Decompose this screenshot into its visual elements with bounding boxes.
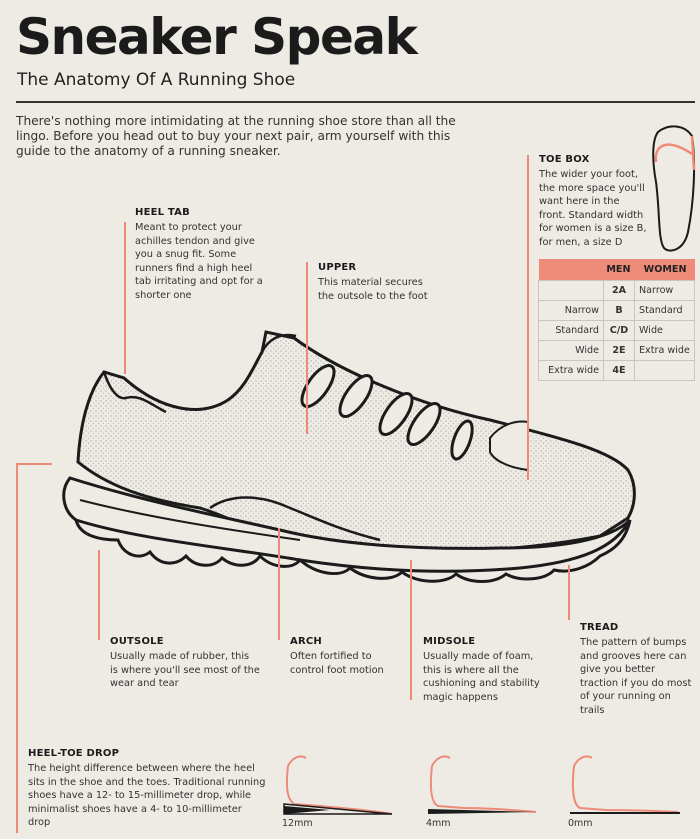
- tread-pointer: [568, 565, 570, 620]
- table-row: [539, 361, 695, 381]
- heel-tab-pointer: [124, 222, 126, 374]
- men-size-cell: Standard: [539, 321, 604, 341]
- toe-box-top-view: [648, 122, 698, 257]
- outsole-label: OUTSOLE: [110, 636, 164, 647]
- table-row: [539, 341, 695, 361]
- drop-diagram-0mm: [566, 748, 686, 818]
- drop-pointer-horizontal: [16, 463, 52, 465]
- drop-diagram-4mm: [424, 748, 544, 818]
- size-code-cell: 2E: [604, 341, 635, 361]
- size-code-cell: 2A: [604, 281, 635, 301]
- drop-value-0mm: 0mm: [568, 818, 593, 829]
- arch-text: Often fortified to control foot motion: [290, 651, 384, 676]
- drop-value-4mm: 4mm: [426, 818, 451, 829]
- men-size-cell: Extra wide: [539, 361, 604, 381]
- page-subtitle: The Anatomy Of A Running Shoe: [17, 70, 296, 90]
- arch-label: ARCH: [290, 636, 322, 647]
- table-row: [539, 301, 695, 321]
- toe-box-pointer: [527, 155, 529, 480]
- women-column-header: WOMEN: [635, 259, 695, 281]
- upper-label: UPPER: [318, 262, 357, 273]
- women-size-cell: Wide: [635, 321, 695, 341]
- heel-tab-text: Meant to protect your achilles tendon and give you a snug fit. Some runners find a high heel tab irritating and opt for a shorter one: [135, 222, 263, 301]
- outsole-text: Usually made of rubber, this is where you'll see most of the wear and tear: [110, 651, 260, 690]
- heel-tab-label: HEEL TAB: [135, 207, 190, 218]
- upper-pointer: [306, 262, 308, 434]
- tread-text: The pattern of bumps and grooves here can give you better traction if you do most of your running on trails: [580, 637, 692, 716]
- drop-value-12mm: 12mm: [282, 818, 313, 829]
- midsole-text: Usually made of foam, this is where all the cushioning and stability magic happens: [423, 651, 540, 703]
- upper-text: This material secures the outsole to the foot: [318, 277, 428, 302]
- arch-pointer: [278, 528, 280, 640]
- midsole-label: MIDSOLE: [423, 636, 476, 647]
- size-code-cell: B: [604, 301, 635, 321]
- women-size-cell: Standard: [635, 301, 695, 321]
- size-code-cell: 4E: [604, 361, 635, 381]
- men-column-header: MEN: [539, 259, 635, 281]
- intro-paragraph: There's nothing more intimidating at the running shoe store than all the lingo. Before you head out to buy your next pair, arm yourself with this guide to the anatomy of a running sneaker.: [16, 114, 456, 158]
- tread-label: TREAD: [580, 622, 619, 633]
- width-size-table: [538, 259, 695, 381]
- men-size-cell: [539, 281, 604, 301]
- toe-box-label: TOE BOX: [539, 154, 590, 165]
- drop-pointer-vertical: [16, 463, 18, 833]
- heel-toe-drop-text: The height difference between where the heel sits in the shoe and the toes. Traditional running shoes have a 12- to 15-millimeter drop, while minimalist shoes have a 4- to 10-millimeter drop: [28, 763, 266, 829]
- women-size-cell: [635, 361, 695, 381]
- page-title: Sneaker Speak: [16, 8, 417, 66]
- drop-diagram-12mm: [280, 748, 400, 818]
- toe-box-text: The wider your foot, the more space you'll want here in the front. Standard width for women is a size B, for men, a size D: [539, 169, 647, 248]
- table-row: [539, 281, 695, 301]
- men-size-cell: Narrow: [539, 301, 604, 321]
- table-row: [539, 321, 695, 341]
- women-size-cell: Extra wide: [635, 341, 695, 361]
- men-size-cell: Wide: [539, 341, 604, 361]
- women-size-cell: Narrow: [635, 281, 695, 301]
- size-code-cell: C/D: [604, 321, 635, 341]
- heel-toe-drop-label: HEEL-TOE DROP: [28, 748, 120, 759]
- outsole-pointer: [98, 550, 100, 640]
- midsole-pointer: [410, 560, 412, 700]
- size-table-header: [539, 259, 695, 281]
